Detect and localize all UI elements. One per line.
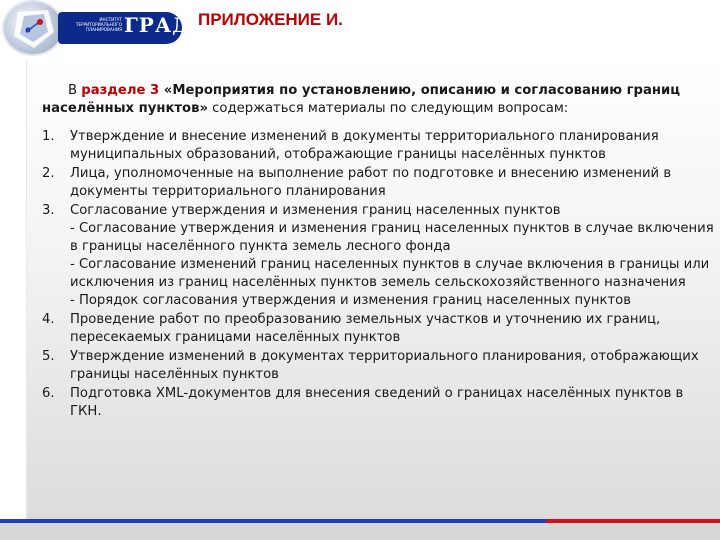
list-subitem: - Согласование утверждения и изменения границ населенных пунктов в случае включения в границы населённого пункта земель лесного фонда (70, 221, 714, 254)
list-item-number: 5. (42, 349, 55, 364)
intro-part3: содержаться материалы по следующим вопросам: (207, 101, 569, 116)
intro-paragraph (42, 82, 716, 118)
list-item-number: 3. (42, 203, 55, 218)
list-item-number: 2. (42, 166, 55, 181)
list-item-text: Лица, уполномоченные на выполнение работ по подготовке и внесению изменений в документы территориального планирования (70, 166, 672, 199)
list-item-number: 4. (42, 312, 55, 327)
intro-section-ref: разделе 3 (81, 83, 160, 98)
logo-emblem-icon (4, 2, 62, 54)
logo-brand-text: ГРАД (124, 13, 191, 37)
list-item (42, 311, 716, 347)
list-item (42, 385, 716, 421)
intro-section-title: «Мероприятия по установлению, описанию и согласованию границ населённых пунктов» (42, 83, 680, 116)
list-item-number: 1. (42, 129, 55, 144)
list-item (42, 202, 716, 310)
list-subitem: - Порядок согласования утверждения и изменения границ населенных пунктов (70, 293, 632, 308)
list-item (42, 165, 716, 201)
items-list (42, 128, 716, 421)
list-item-text: Согласование утверждения и изменения границ населенных пунктов (70, 203, 561, 218)
list-item (42, 128, 716, 164)
list-item (42, 348, 716, 384)
list-item-text: Утверждение и внесение изменений в документы территориального планирования муниципальных образований, отображающие границы населённых пунктов (70, 129, 659, 162)
list-item-text: Проведение работ по преобразованию земельных участков и уточнению их границ, пересекаемых границами населённых пунктов (70, 312, 661, 345)
footer-bar (0, 523, 720, 540)
logo-institute-text: ИНСТИТУТ ТЕРРИТОРИАЛЬНОГО ПЛАНИРОВАНИЯ (75, 17, 122, 32)
slide-title: ПРИЛОЖЕНИЕ И. (198, 10, 343, 29)
intro-part1: В (68, 83, 82, 98)
list-item-number: 6. (42, 386, 55, 401)
list-item-text: Подготовка XML-документов для внесения сведений о границах населённых пунктов в ГКН. (70, 386, 684, 419)
header (0, 0, 720, 52)
content (42, 82, 716, 422)
list-subitem: - Согласование изменений границ населенных пунктов в случае включения в границы или исключения из границ населённых пунктов земель сельскохозяйственного назначения (70, 257, 710, 290)
list-item-text: Утверждение изменений в документах территориального планирования, отображающих границы населённых пунктов (70, 349, 699, 382)
